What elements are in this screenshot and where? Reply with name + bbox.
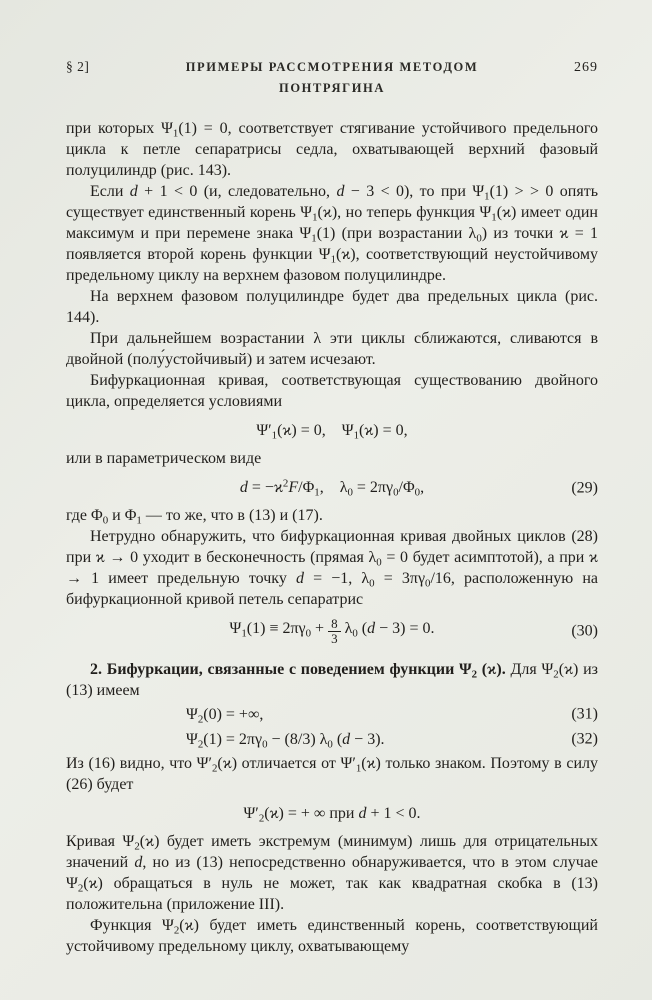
paragraph-parametric-intro: или в параметрическом виде (66, 450, 262, 467)
equation-body: $\Psi_2(1) = 2\pi\gamma_0 - (8/3)$ $\lambda_0$ (d − 3). (186, 730, 385, 751)
paragraph-sign-difference: Из (16) видно, что $\Psi'_2(ϰ)$ отличается от $\Psi'_1(ϰ)$ только знаком. Поэтому в силу (26) будет (66, 754, 599, 793)
equation-body: $\Psi'_1(ϰ) = 0$, $\Psi_1(ϰ) = 0$, (256, 422, 408, 442)
equation-30 (66, 617, 598, 646)
equation-number: (30) (571, 622, 598, 640)
paragraph-single-root: Функция $\Psi_2(ϰ)$ будет иметь единственный корень, соответствующий устойчивому предельному циклу, охватывающему (66, 916, 598, 955)
paragraph-double-cycle-curve: Нетрудно обнаружить, что бифуркационная кривая двойных циклов (28) при ϰ → 0 уходит в бесконечность (прямая $\lambda_0 = 0$ будет асимптотой), а при ϰ → 1 имеет предельную точку d = −1, $\lambda_0 = 3\pi\gamma_0/16$, расположенную на бифуркационной кривой петель сепаратрис (66, 528, 598, 608)
equation-32 (66, 728, 598, 751)
paragraph-curve-extremum: Кривая $\Psi_2(ϰ)$ будет иметь экстремум (минимум) лишь для отрицательных значений d, но из (13) непосредственно обнаруживается, что в этом случае $\Psi_2(ϰ)$ обращаться в нуль не может, так как квадратная скобка в (13) положительна (приложение III). (66, 832, 598, 913)
equation-body: $\Psi'_2(ϰ)$ = + ∞ при d + 1 < 0. (243, 804, 421, 825)
paragraph-continuation: при которых $\Psi_1(1) = 0$, соответствует стягивание устойчивого предельного цикла к петле сепаратрисы седла, охватывающей верхний фазовый полуцилиндр (рис. 143). (66, 120, 598, 179)
equation-unnumbered-psi2-infinity (66, 802, 598, 825)
equation-number: (31) (571, 705, 598, 723)
equation-29 (66, 476, 598, 499)
equation-body: $\Psi_1(1) \equiv 2\pi\gamma_0$ + $\frac{8}{3}$ $\lambda_0$ (d − 3) = 0. (229, 616, 435, 646)
running-title: ПРИМЕРЫ РАССМОТРЕНИЯ МЕТОДОМ ПОНТРЯГИНА (185, 60, 479, 95)
equation-number: (32) (571, 730, 598, 748)
equation-number: (29) (571, 479, 598, 496)
paragraph-esli-d: Если d + 1 < 0 (и, следовательно, d − 3 < 0), то при $\Psi_1(1)$ > > 0 опять существует единственный корень $\Psi_1(ϰ)$, но теперь функция $\Psi_1(ϰ)$ имеет один максимум и при перемене знака $\Psi_1(1)$ (при возрастании $\lambda_0$) из точки ϰ = 1 появляется второй корень функции $\Psi_1(ϰ)$, соответствующий неустойчивому предельному циклу на верхнем фазовом полуцилиндре. (66, 183, 598, 284)
running-header (66, 56, 598, 99)
equation-unnumbered-psi1 (66, 419, 598, 442)
equation-31 (66, 703, 598, 726)
paragraph-bifurcation-curve: Бифуркационная кривая, соответствующая существованию двойного цикла, определяется условиями (66, 372, 598, 410)
paragraph-phi-reference: где $\Phi_0$ и $\Phi_1$ — то же, что в (13) и (17). (66, 507, 323, 527)
equation-body: $d = -ϰ^2F/\Phi_1$, $\lambda_0 = 2\pi\gamma_0/\Phi_0$, (239, 477, 425, 499)
section-2-heading-paragraph: 2. Бифуркации, связанные с поведением функции $\Psi_2$ (ϰ). Для $\Psi_2(ϰ)$ из (13) имеем (66, 660, 598, 699)
page-number: 269 (574, 60, 598, 75)
paragraph-cycles-merge: При дальнейшем возрастании λ эти циклы сближаются, сливаются в двойной (полу́устойчивый) и затем исчезают. (66, 330, 598, 368)
paragraph-two-cycles: На верхнем фазовом полуцилиндре будет два предельных цикла (рис. 144). (66, 288, 598, 326)
section-marker: § 2] (66, 59, 90, 74)
equation-body: $\Psi_2(0)$ = +∞, (186, 705, 264, 726)
